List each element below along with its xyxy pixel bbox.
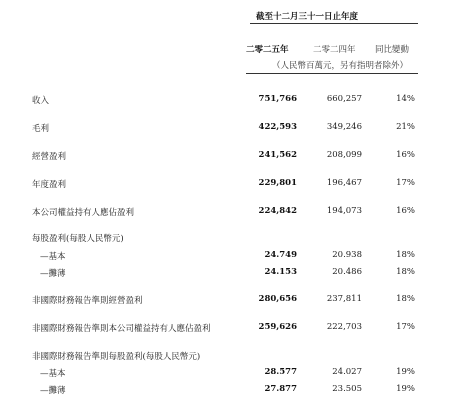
value-change: 14% [396,94,415,104]
row-label: 每股盈利(每股人民幣元) [32,234,124,244]
value-2025: 229,801 [258,178,297,188]
value-2024: 208,099 [326,150,362,160]
value-2024: 222,703 [326,322,362,332]
header-col-2025: 二零二五年 [246,45,289,55]
value-2025: 241,562 [258,150,297,160]
value-change: 19% [396,384,415,394]
value-2024: 660,257 [326,94,362,104]
row-label: 非國際財務報告準則經營盈利 [32,296,143,306]
value-2024: 24.027 [332,367,362,377]
row-label: 收入 [32,96,50,106]
row-label: —攤薄 [40,269,66,279]
value-2025: 259,626 [258,322,297,332]
value-2024: 196,467 [326,178,362,188]
row-label: 毛利 [32,124,50,134]
value-2025: 224,842 [258,206,297,216]
value-change: 18% [396,294,415,304]
value-2024: 20.486 [332,267,362,277]
value-2024: 20.938 [332,250,362,260]
value-change: 16% [396,150,415,160]
value-change: 19% [396,367,415,377]
value-2024: 194,073 [326,206,362,216]
value-2025: 28.577 [264,367,297,377]
value-change: 21% [396,122,415,132]
header-rule-period [250,23,418,24]
row-label: 經營盈利 [32,152,67,162]
row-label: 本公司權益持有人應佔盈利 [32,208,135,218]
value-2025: 280,656 [258,294,297,304]
value-2025: 24.749 [264,250,297,260]
row-label: —攤薄 [40,386,66,396]
value-2025: 422,593 [258,122,297,132]
row-label: 非國際財務報告準則每股盈利(每股人民幣元) [32,352,201,362]
value-change: 18% [396,267,415,277]
row-label: —基本 [40,252,66,262]
value-2024: 23.505 [332,384,362,394]
value-change: 18% [396,250,415,260]
header-rule-columns [246,73,418,74]
header-period: 截至十二月三十一日止年度 [256,12,359,22]
value-change: 17% [396,178,415,188]
value-change: 16% [396,206,415,216]
value-2025: 751,766 [258,94,297,104]
value-change: 17% [396,322,415,332]
value-2025: 27.877 [264,384,297,394]
value-2025: 24.153 [264,267,297,277]
value-2024: 349,246 [326,122,362,132]
header-col-change: 同比變動 [375,45,410,55]
value-2024: 237,811 [326,294,362,304]
row-label: 年度盈利 [32,180,67,190]
row-label: —基本 [40,369,66,379]
header-col-2024: 二零二四年 [313,45,356,55]
row-label: 非國際財務報告準則本公司權益持有人應佔盈利 [32,324,211,334]
header-unit-note: （人民幣百萬元，另有指明者除外） [272,61,409,71]
